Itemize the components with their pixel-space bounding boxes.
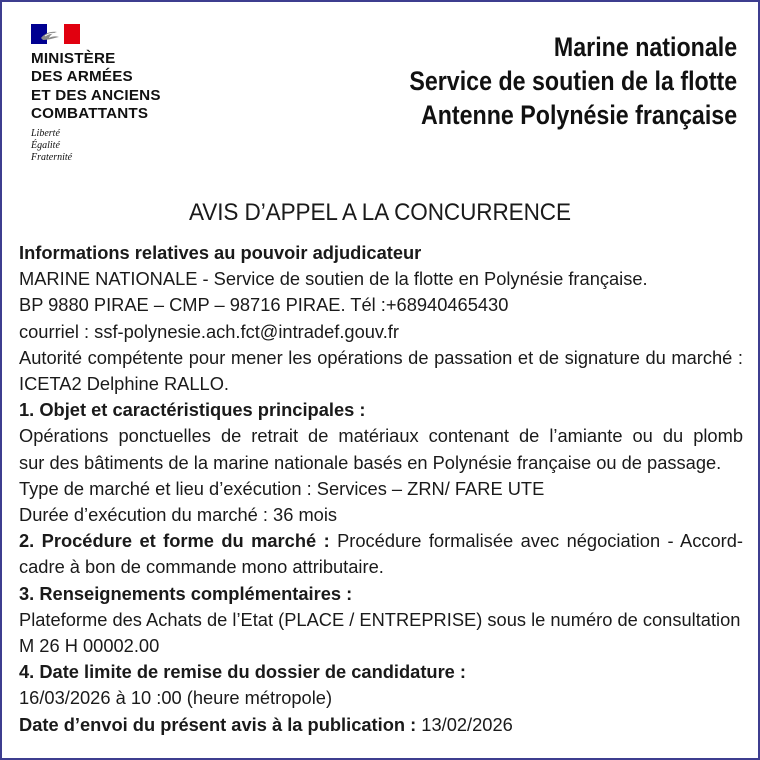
org-line: Marine nationale [553, 32, 737, 62]
issuing-organization [409, 30, 737, 132]
buyer-heading: Informations relatives au pouvoir adjudicateur [19, 242, 422, 263]
motto-line: Liberté [31, 127, 60, 139]
ministry-line: MINISTÈRE [31, 50, 116, 67]
motto-line: Égalité [31, 139, 60, 151]
section-4-heading: 4. Date limite de remise du dossier de candidature : [19, 661, 467, 683]
notice-title: AVIS D’APPEL A LA CONCURRENCE [189, 199, 571, 226]
org-line: Antenne Polynésie française [420, 100, 737, 130]
section-1-text: sur des bâtiments de la marine nationale basés en Polynésie française ou de passage. [19, 451, 722, 473]
ministry-logo [31, 24, 201, 164]
org-line: Service de soutien de la flotte [409, 66, 737, 96]
section-2-text: cadre à bon de commande mono attributaire. [19, 556, 384, 578]
deadline: 16/03/2026 à 10 :00 (heure métropole) [19, 687, 333, 709]
publication-date [19, 712, 743, 738]
contract-duration: Durée d’exécution du marché : 36 mois [19, 504, 338, 526]
ministry-line: COMBATTANTS [31, 105, 149, 123]
buyer-email: courriel : ssf-polynesie.ach.fct@intradef.gouv.fr [19, 320, 399, 342]
consultation-number: M 26 H 00002.00 [19, 635, 160, 657]
buyer-authority-name: ICETA2 Delphine RALLO. [19, 373, 229, 395]
section-2-heading: 2. Procédure et forme du marché : [19, 530, 330, 552]
buyer-name: MARINE NATIONALE - Service de soutien de la flotte en Polynésie française. [19, 268, 648, 290]
section-2 [19, 528, 743, 554]
buyer-address: BP 9880 PIRAE – CMP – 98716 PIRAE. Tél :+68940465430 [19, 294, 509, 316]
publication-label: Date d’envoi du présent avis à la publication : [19, 713, 417, 735]
section-3-heading: 3. Renseignements complémentaires : [19, 582, 353, 604]
section-1-text: Opérations ponctuelles de retrait de matériaux contenant de l’amiante ou du plomb [19, 425, 743, 447]
notice-body [19, 240, 743, 738]
republic-motto [31, 128, 201, 164]
contract-type: Type de marché et lieu d’exécution : Services – ZRN/ FARE UTE [19, 477, 545, 499]
motto-line: Fraternité [31, 151, 73, 163]
marianne-flag-icon [31, 24, 80, 44]
ministry-name [31, 50, 201, 124]
section-1-heading: 1. Objet et caractéristiques principales : [19, 399, 366, 421]
publication-value: 13/02/2026 [416, 713, 513, 735]
ministry-line: DES ARMÉES [31, 68, 133, 86]
section-2-text: Procédure formalisée avec négociation - Accord- [329, 530, 743, 552]
buyer-authority: Autorité compétente pour mener les opérations de passation et de signature du marché : [19, 346, 743, 368]
section-3-text: Plateforme des Achats de l’Etat (PLACE / ENTREPRISE) sous le numéro de consultation [19, 608, 741, 630]
ministry-line: ET DES ANCIENS [31, 86, 161, 104]
